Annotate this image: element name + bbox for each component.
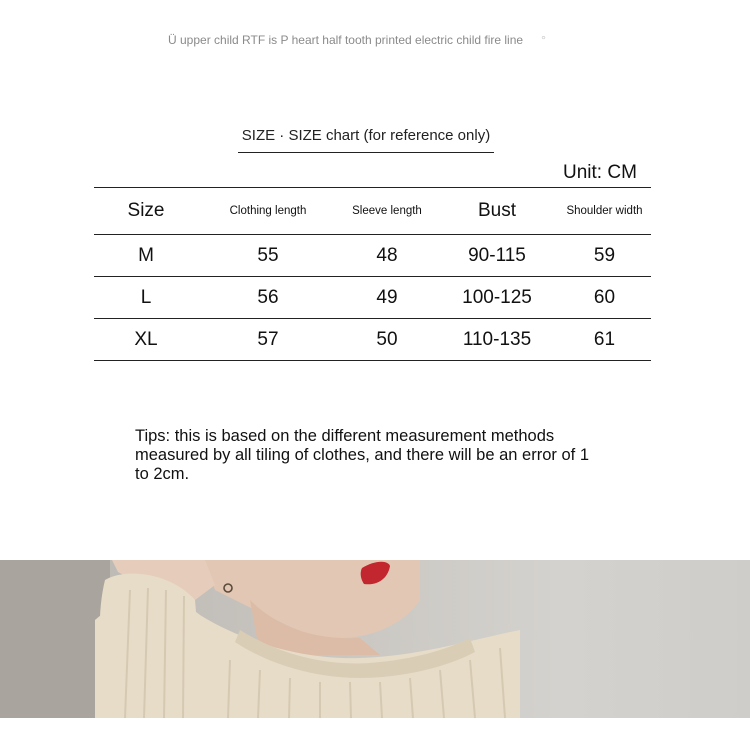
caption-text: Ü upper child RTF is P heart half tooth printed electric child fire line: [168, 33, 524, 47]
caption-dot: °: [541, 33, 546, 47]
cell-clothing-length: 55: [257, 244, 279, 266]
measurement-tips: Tips: this is based on the different measurement methods measured by all tiling of clothes, and there will be an error of 1 to 2cm.: [135, 427, 589, 483]
header-clothing-length: Clothing length: [229, 205, 307, 217]
header-bust: Bust: [477, 200, 517, 221]
table-row: [94, 235, 651, 277]
cell-size: L: [140, 286, 152, 308]
product-caption: [168, 33, 546, 47]
sweater-sleeve: [100, 574, 205, 718]
cell-bust: 110-135: [462, 328, 532, 350]
size-chart-title: SIZE · SIZE chart (for reference only): [238, 124, 494, 153]
model-illustration: [0, 560, 750, 718]
cell-clothing-length: 56: [257, 286, 279, 308]
product-photo: [0, 560, 750, 718]
cell-bust: 100-125: [462, 286, 532, 308]
table-row: [94, 277, 651, 319]
cell-shoulder-width: 60: [593, 286, 616, 308]
wall-shadow: [0, 560, 110, 718]
header-shoulder-width: Shoulder width: [566, 205, 643, 217]
cell-size: M: [138, 244, 154, 266]
cell-clothing-length: 57: [257, 328, 279, 350]
cell-shoulder-width: 61: [593, 328, 616, 350]
cell-sleeve-length: 48: [376, 244, 398, 266]
cell-size: XL: [134, 328, 158, 350]
size-table: [94, 187, 651, 361]
cell-bust: 90-115: [468, 244, 526, 266]
unit-label: Unit: CM: [563, 162, 637, 183]
cell-sleeve-length: 49: [376, 286, 398, 308]
header-size: Size: [127, 200, 165, 221]
cell-shoulder-width: 59: [593, 244, 616, 266]
table-row: [94, 319, 651, 361]
table-header-row: [94, 188, 651, 235]
cell-sleeve-length: 50: [376, 328, 398, 350]
header-sleeve-length: Sleeve length: [352, 205, 422, 217]
